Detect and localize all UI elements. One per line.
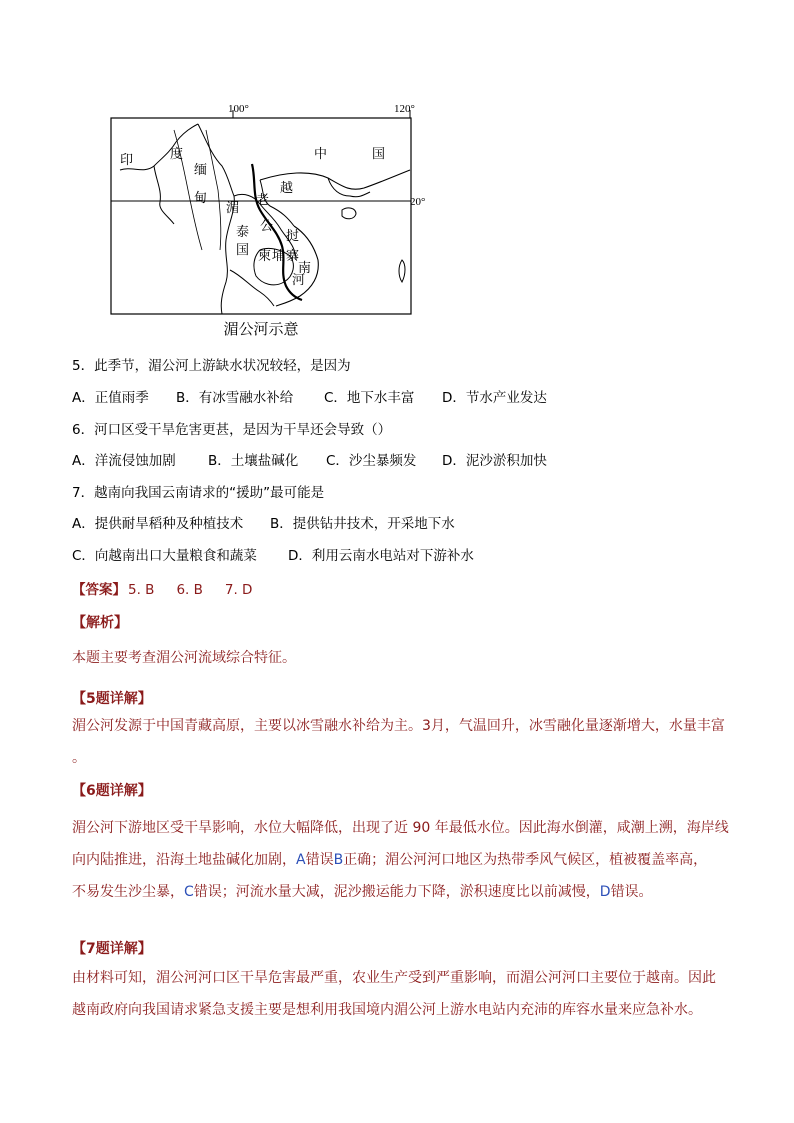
label-lao: 老 <box>256 193 270 208</box>
gulf-tonkin <box>328 178 370 197</box>
label-mian: 缅 <box>194 163 208 178</box>
detail-6-l2-a: 向内陆推进，沿海土地盐碱化加剧， <box>72 852 296 868</box>
analysis-summary <box>72 642 727 674</box>
question-7-stem: 7．越南向我国云南请求的“援助”最可能是 <box>72 485 325 501</box>
detail-6-l3-d: D <box>599 884 611 900</box>
detail-6-l3-c: 错误；河流水量大减，泥沙搬运能力下降，淤积速度比以前减慢， <box>193 884 600 900</box>
question-5-stem: 5．此季节，湄公河上游缺水状况较轻，是因为 <box>72 358 351 374</box>
q5-option-a: A．正值雨季 <box>72 390 149 406</box>
taiwan-island <box>399 260 405 282</box>
mekong-map-figure <box>110 100 426 340</box>
detail-6-body <box>72 812 727 908</box>
detail-7-line-1: 由材料可知，湄公河河口区干旱危害最严重，农业生产受到严重影响，而湄公河河口主要位于越南。因此 <box>72 970 716 986</box>
label-jian: 柬 <box>258 249 272 264</box>
salween-river <box>206 130 221 250</box>
label-he: 河 <box>292 273 306 288</box>
label-yue: 越 <box>280 181 294 196</box>
detail-7-tag: 【7题详解】 <box>72 941 152 957</box>
detail-6-line-3 <box>72 876 727 908</box>
detail-6-l3-b: C <box>184 884 194 900</box>
label-dian: 甸 <box>194 191 208 206</box>
q5-option-c: C．地下水丰富 <box>324 390 415 406</box>
label-zhai: 寨 <box>286 249 300 264</box>
lat-20-label: 20° <box>410 196 426 208</box>
label-gong: 公 <box>260 219 274 234</box>
detail-6-l2-c: 错误 <box>305 852 334 868</box>
detail-5-tag: 【5题详解】 <box>72 691 152 707</box>
map-caption: 湄公河示意 <box>223 320 299 338</box>
q6-option-b: B．土壤盐碱化 <box>208 453 299 469</box>
detail-7-line-2: 越南政府向我国请求紧急支援主要是想利用我国境内湄公河上游水电站内充沛的库容水量来应急补水。 <box>72 1002 702 1018</box>
q5-option-b: B．有冰雪融水补给 <box>176 390 294 406</box>
label-mei: 湄 <box>226 201 240 216</box>
q5-option-d: D．节水产业发达 <box>442 390 547 406</box>
q7-option-a: A．提供耐旱稻种及种植技术 <box>72 516 244 532</box>
detail-5-line-1: 湄公河发源于中国青藏高原，主要以冰雪融水补给为主。3月，气温回升，冰雪融化量逐渐增大，水量丰富 <box>72 718 725 734</box>
hainan-island <box>342 208 356 219</box>
answer-5: 5. B <box>128 582 155 598</box>
label-du: 度 <box>170 147 184 162</box>
myanmar-west-coast <box>154 166 174 224</box>
detail-5-body <box>72 710 727 774</box>
detail-6-l2-e: 正确；湄公河河口地区为热带季风气候区，植被覆盖率高， <box>343 852 708 868</box>
label-zhong: 中 <box>314 147 328 162</box>
lon-100-label: 100° <box>228 103 249 115</box>
answer-7: 7. D <box>224 582 253 598</box>
label-ting: 挝 <box>286 229 300 244</box>
detail-6-l2-d: B <box>333 852 344 868</box>
label-yin: 印 <box>120 153 134 168</box>
myanmar-east-border <box>198 124 234 314</box>
detail-6-line-2 <box>72 844 727 876</box>
q6-option-a: A．洋流侵蚀加剧 <box>72 453 176 469</box>
answer-6: 6. B <box>176 582 203 598</box>
detail-6-l3-e: 错误。 <box>610 884 653 900</box>
analysis-summary-text: 本题主要考查湄公河流域综合特征。 <box>72 650 296 666</box>
question-6-stem: 6．河口区受干旱危害更甚，是因为干旱还会导致（） <box>72 422 392 438</box>
detail-6-tag: 【6题详解】 <box>72 783 152 799</box>
detail-6-l2-b: A <box>296 852 306 868</box>
q6-option-d: D．泥沙淤积加快 <box>442 453 547 469</box>
lon-120-label: 120° <box>394 103 415 115</box>
q6-option-c: C．沙尘暴频发 <box>326 453 417 469</box>
label-guo: 国 <box>372 147 386 162</box>
label-pu: 埔 <box>272 249 286 264</box>
q7-option-c: C．向越南出口大量粮食和蔬菜 <box>72 548 257 564</box>
q7-option-b: B．提供钻井技术，开采地下水 <box>270 516 455 532</box>
mekong-map <box>110 100 426 316</box>
detail-6-line-1: 湄公河下游地区受干旱影响，水位大幅降低，出现了近 90 年最低水位。因此海水倒灌，咸潮上溯，海岸线 <box>72 820 729 836</box>
label-tai: 泰 <box>236 225 250 240</box>
label-guo2: 国 <box>236 243 250 258</box>
analysis-tag: 【解析】 <box>72 615 128 631</box>
answer-line <box>72 578 252 598</box>
answer-tag: 【答案】 <box>72 582 126 598</box>
gulf-thailand <box>230 270 274 306</box>
detail-7-body <box>72 962 727 1026</box>
map-frame <box>111 118 411 314</box>
q7-option-d: D．利用云南水电站对下游补水 <box>288 548 474 564</box>
detail-5-line-2: 。 <box>72 750 86 766</box>
label-nan: 南 <box>298 261 312 276</box>
detail-6-l3-a: 不易发生沙尘暴， <box>72 884 184 900</box>
